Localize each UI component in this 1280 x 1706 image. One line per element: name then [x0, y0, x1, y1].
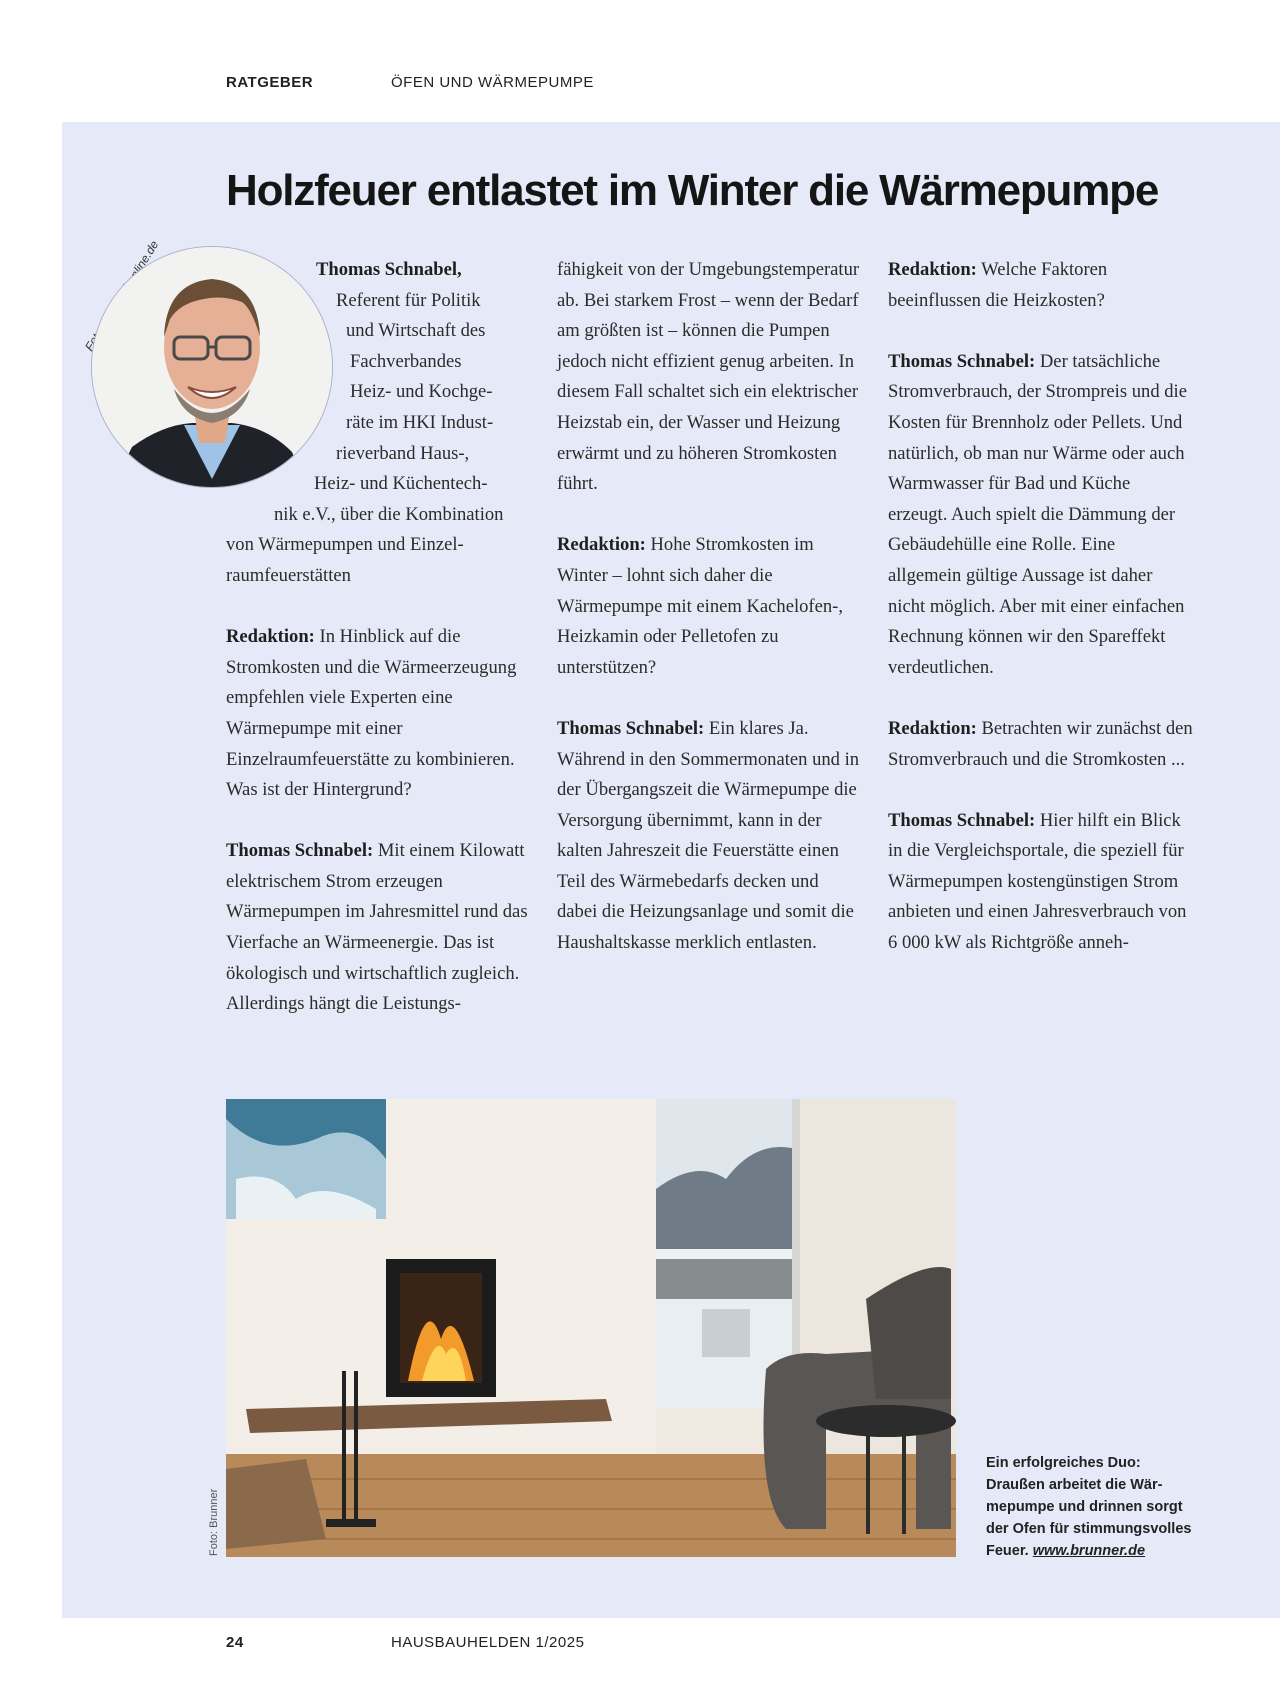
- bio-line: räte im HKI Indust-: [346, 411, 494, 433]
- bio-line: von Wärmepumpen und Einzel-: [226, 534, 464, 556]
- living-room-photo: [226, 1099, 956, 1557]
- speaker: Redaktion:: [888, 259, 977, 280]
- speaker: Thomas Schnabel:: [888, 350, 1036, 372]
- caption-link[interactable]: www.brunner.de: [1032, 1543, 1146, 1559]
- qa-text: Hohe Stromkosten im Winter – lohnt sich daher die Wärmepumpe mit einem Kachelofen-, Heizkamin oder Pelletofen zu unterstützen?: [557, 534, 844, 678]
- speaker: Redaktion:: [888, 717, 977, 739]
- author-bio: [226, 255, 531, 592]
- column-3: [888, 255, 1193, 989]
- bio-line: Referent für Politik: [336, 289, 481, 311]
- section-label: RATGEBER: [226, 74, 314, 91]
- qa-question: [557, 530, 862, 683]
- qa-question: [888, 714, 1193, 775]
- speaker: Thomas Schnabel:: [888, 809, 1036, 831]
- page-number: 24: [226, 1634, 244, 1651]
- speaker: Redaktion:: [226, 626, 315, 648]
- speaker: Thomas Schnabel:: [226, 840, 374, 862]
- bio-line: und Wirtschaft des: [346, 320, 486, 342]
- bio-line: Heiz- und Küchentech-: [314, 473, 488, 495]
- qa-question: [226, 622, 531, 806]
- speaker: Redaktion:: [557, 534, 646, 556]
- qa-text: Der tatsächliche Stromverbrauch, der Strompreis und die Kosten für Brennholz oder Pellets. Und natürlich, ob man nur Wärme oder auch Warmwasser für Bad und Küche erzeugt. Auch spielt die Dämmung der Gebäudehülle eine Rolle. Eine allgemein gültige Aussage ist daher nicht möglich. Aber mit einer einfachen Rechnung können wir den Spareffekt verdeutlichen.: [888, 350, 1187, 678]
- qa-answer: [226, 836, 531, 1020]
- qa-text: Mit einem Kilowatt elektrischem Strom erzeugen Wärmepumpen im Jahresmittel rund das Vierfache an Wärmeenergie. Das ist ökologisch und wirtschaftlich zugleich. Allerdings hängt die Leistungs-: [226, 840, 528, 1015]
- bio-line: nik e.V., über die Kombination: [274, 503, 504, 525]
- qa-text: Hier hilft ein Blick in die Vergleichsportale, die speziell für Wärmepumpen kostengünstigen Strom anbieten und einen Jahresverbrauch von 6 000 kW als Richtgröße anneh-: [888, 809, 1187, 954]
- magazine-issue: HAUSBAUHELDEN 1/2025: [391, 1634, 585, 1651]
- photo-caption: [986, 1452, 1196, 1562]
- author-name: Thomas Schnabel,: [316, 259, 462, 280]
- qa-answer: [888, 806, 1193, 959]
- qa-answer-continuation: [557, 255, 862, 500]
- qa-text: Ein klares Ja. Während in den Sommermonaten und in der Übergangszeit die Wärmepumpe die Versorgung übernimmt, kann in der kalten Jahreszeit die Feuerstätte einen Teil des Wärmebedarfs decken und dabei die Heizungsanlage und somit die Haushaltskasse merklich entlasten.: [557, 717, 860, 954]
- bio-line: rieverband Haus-,: [336, 442, 470, 464]
- qa-answer: [888, 347, 1193, 684]
- qa-text: Betrachten wir zunächst den Stromverbrauch und die Stromkosten ...: [888, 717, 1193, 770]
- qa-text: In Hinblick auf die Stromkosten und die Wärmeerzeugung empfehlen viele Experten eine Wärmepumpe mit einer Einzelraumfeuerstätte zu kombinieren. Was ist der Hintergrund?: [226, 626, 517, 801]
- speaker: Thomas Schnabel:: [557, 717, 705, 739]
- bio-line: Heiz- und Kochge-: [350, 381, 493, 403]
- qa-text: fähigkeit von der Umgebungstemperatur ab. Bei starkem Frost – wenn der Bedarf am größten ist – können die Pumpen jedoch nicht effizient genug arbeiten. In diesem Fall schaltet sich ein elektrischer Heizstab ein, der Wasser und Heizung erwärmt und zu höheren Stromkosten führt.: [557, 259, 860, 495]
- qa-text: Welche Faktoren beeinflussen die Heizkosten?: [888, 259, 1108, 311]
- photo-credit: Foto: Brunner: [208, 1488, 220, 1556]
- bio-line: raumfeuerstätten: [226, 564, 351, 586]
- topic-label: ÖFEN UND WÄRMEPUMPE: [391, 74, 594, 91]
- caption-text: Ein erfolgreiches Duo: Draußen arbeitet die Wärmepumpe und drinnen sorgt der Ofen für stimmungsvolles Feuer.: [986, 1455, 1192, 1559]
- headline: Holzfeuer entlastet im Winter die Wärmepumpe: [226, 166, 1159, 215]
- qa-answer: [557, 714, 862, 959]
- bio-line: Fachverbandes: [350, 350, 462, 372]
- qa-question: [888, 255, 1193, 316]
- column-2-flow: [557, 255, 862, 989]
- column-1: [226, 255, 531, 1050]
